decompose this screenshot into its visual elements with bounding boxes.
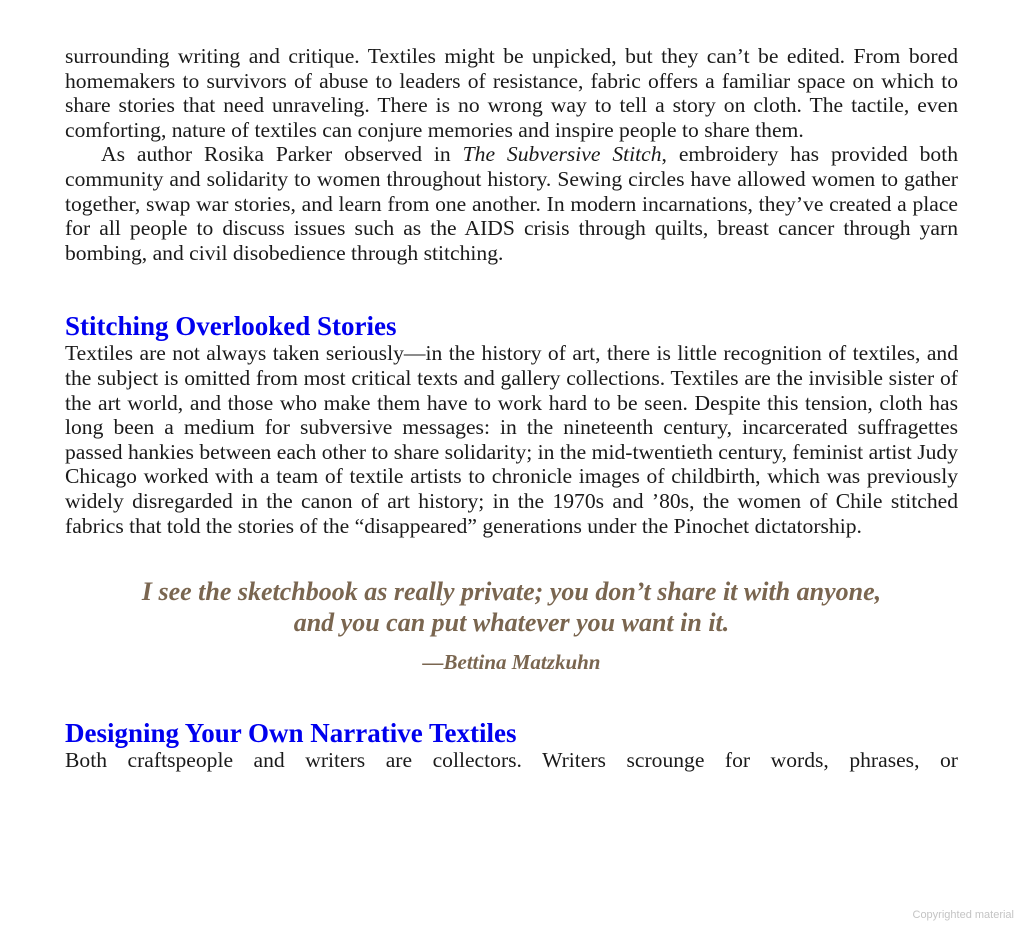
section-heading-stitching: Stitching Overlooked Stories <box>65 311 397 342</box>
section-heading-designing: Designing Your Own Narrative Textiles <box>65 718 517 749</box>
page-content <box>65 44 958 773</box>
paragraph-parker-rest: , embroidery has provided both community and solidarity to women throughout history. Sewing circles have allowed women to gather together, swap war stories, and learn from one another. In modern incarnations, they’ve created a place for all people to discuss issues such as the AIDS crisis through quilts, breast cancer through yarn bombing, and civil disobedience through stitching. <box>65 142 958 265</box>
paragraph-collectors: Both craftspeople and writers are collectors. Writers scrounge for words, phrases, or <box>65 748 958 773</box>
spacer <box>65 674 958 718</box>
paragraph-parker <box>65 142 958 265</box>
copyright-watermark: Copyrighted material <box>912 909 1014 921</box>
book-title: The Subversive Stitch <box>462 142 662 167</box>
pull-quote-line-1: I see the sketchbook as really private; you don’t share it with anyone, <box>141 577 882 607</box>
spacer <box>65 265 958 311</box>
paragraph-overlooked: Textiles are not always taken seriously—in the history of art, there is little recognition of textiles, and the subject is omitted from most critical texts and gallery collections. Textiles are the invisible sister of the art world, and those who make them have to work hard to be seen. Despite this tension, cloth has long been a medium for subversive messages: in the nineteenth century, incarcerated suffragettes passed hankies between each other to share solidarity; in the mid-twentieth century, feminist artist Judy Chicago worked with a team of textile artists to chronicle images of childbirth, which was previously widely disregarded in the canon of art history; in the 1970s and ’80s, the women of Chile stitched fabrics that told the stories of the “disappeared” generations under the Pinochet dictatorship. <box>65 341 958 538</box>
paragraph-parker-lead: As author Rosika Parker observed in <box>101 142 463 167</box>
quote-attribution: —Bettina Matzkuhn <box>422 650 601 675</box>
pull-quote-line-2: and you can put whatever you want in it. <box>293 608 730 638</box>
paragraph-intro: surrounding writing and critique. Textiles might be unpicked, but they can’t be edited. From bored homemakers to survivors of abuse to leaders of resistance, fabric offers a familiar space on which to share stories that need unraveling. There is no wrong way to tell a story on cloth. The tactile, even comforting, nature of textiles can conjure memories and inspire people to share them. <box>65 44 958 142</box>
pull-quote <box>65 576 958 638</box>
